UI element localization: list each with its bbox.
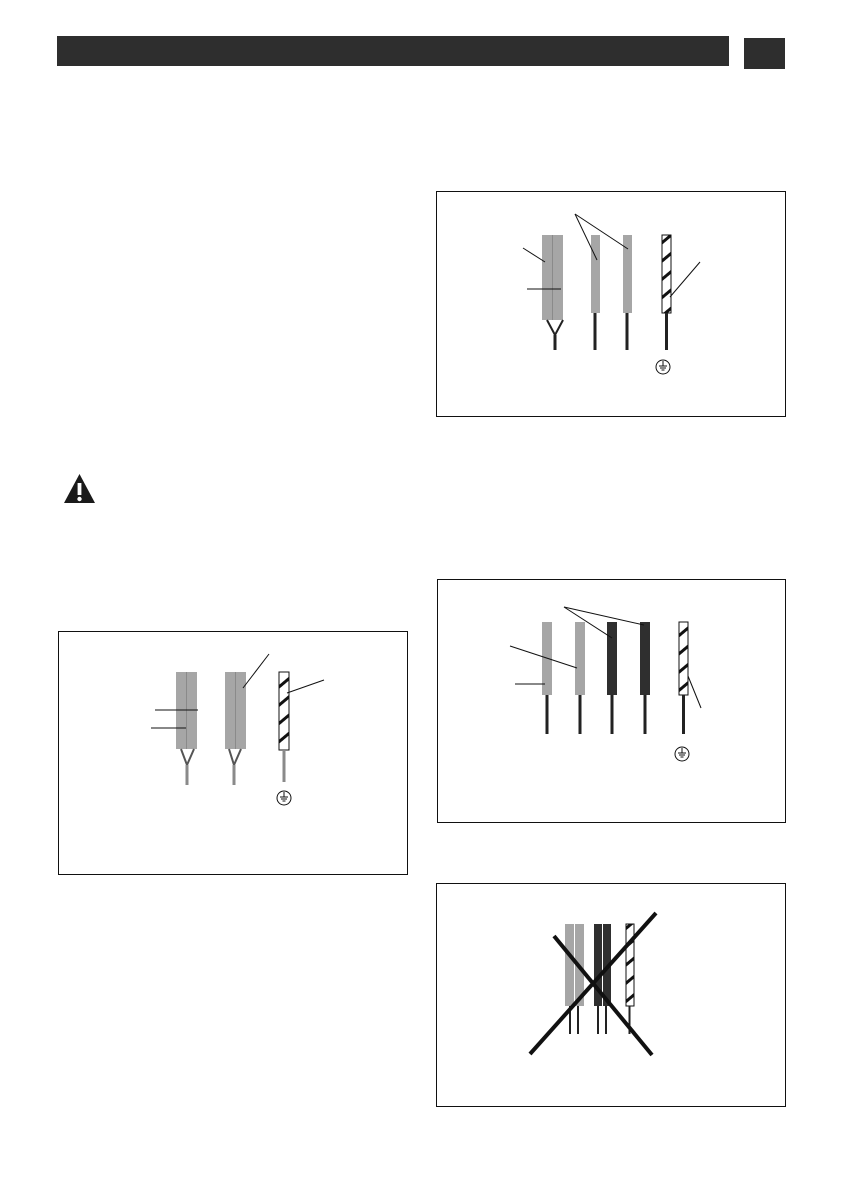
cable-sheath xyxy=(542,235,552,320)
cross-out-icon xyxy=(530,913,656,1055)
wiring-figure-1 xyxy=(436,191,786,417)
page-number-tab xyxy=(744,38,785,69)
cable-fork xyxy=(181,749,194,765)
single-wire xyxy=(640,622,650,695)
earth-wire xyxy=(662,235,671,313)
wiring-figure-3 xyxy=(437,579,786,823)
earth-symbol-icon xyxy=(277,791,291,805)
earth-wire xyxy=(279,672,289,750)
wiring-diagram-3 xyxy=(438,580,787,824)
wiring-figure-2 xyxy=(58,631,408,875)
header-bar xyxy=(57,36,729,66)
cable-sheath xyxy=(565,924,574,1006)
earth-symbol-icon xyxy=(675,747,689,761)
single-wire xyxy=(575,622,585,695)
cable-sheath xyxy=(236,672,246,749)
cable-fork xyxy=(229,749,241,765)
wiring-figure-4 xyxy=(436,883,786,1107)
earth-wire xyxy=(679,622,688,695)
cable-sheath xyxy=(553,235,563,320)
wiring-diagram-2 xyxy=(59,632,409,876)
cable-sheath xyxy=(225,672,235,749)
leader-lines xyxy=(510,607,701,708)
earth-symbol-icon xyxy=(656,360,670,374)
cable-fork xyxy=(547,320,563,335)
wiring-diagram-4 xyxy=(437,884,787,1108)
warning-triangle-icon xyxy=(62,472,97,507)
wiring-diagram-1 xyxy=(437,192,787,418)
single-wire xyxy=(607,622,617,695)
single-wire xyxy=(591,235,600,313)
